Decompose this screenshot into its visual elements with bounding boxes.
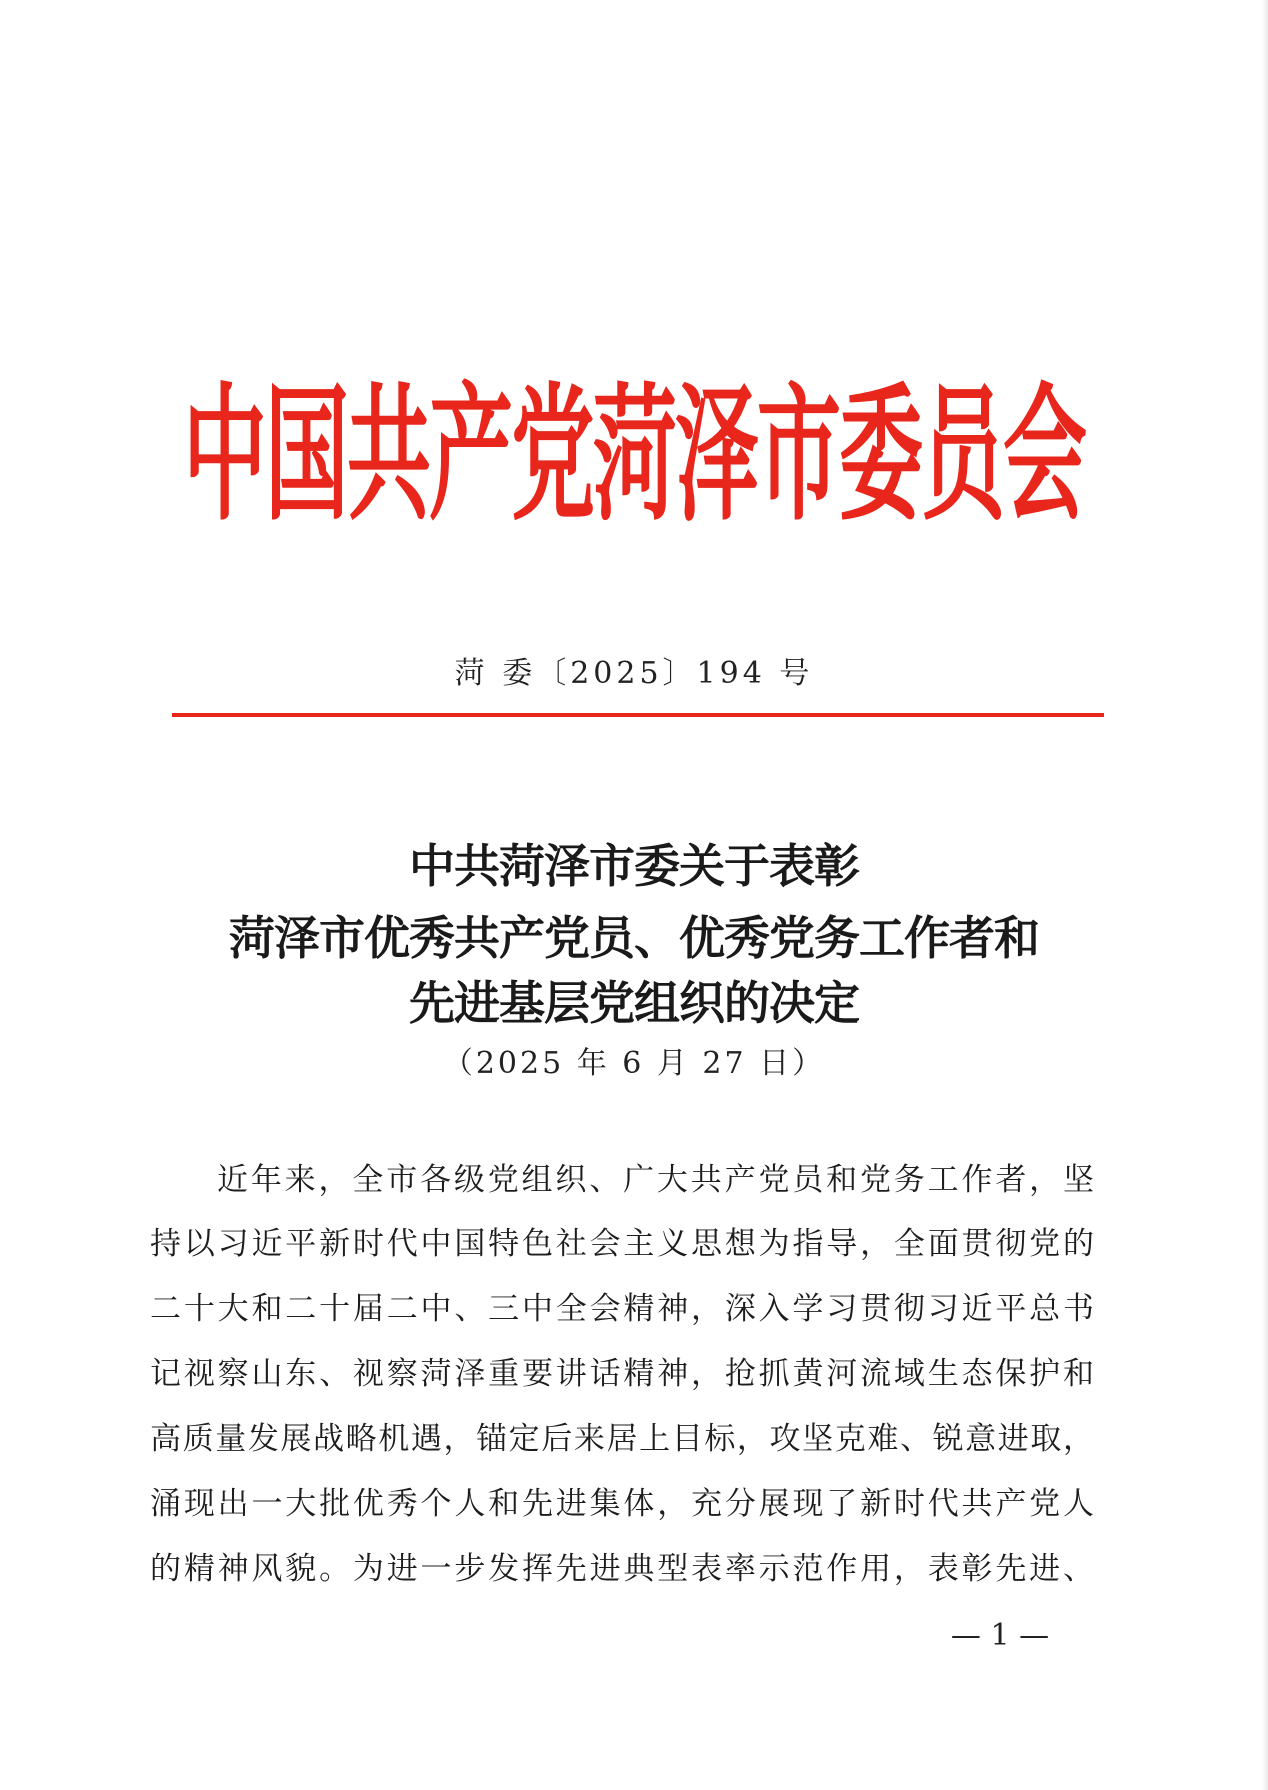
- masthead-red-header: [0, 369, 1268, 541]
- title-date: （2025 年 6 月 27 日）: [442, 1046, 826, 1081]
- body-line: 持以习近平新时代中国特色社会主义思想为指导，全面贯彻党的: [150, 1226, 1094, 1262]
- masthead-text: 中国共产党菏泽市委员会: [182, 369, 1085, 541]
- document-number: 菏 委〔2025〕194 号: [454, 656, 814, 691]
- body-line: 涌现出一大批优秀个人和先进集体，充分展现了新时代共产党人: [150, 1486, 1094, 1522]
- title-line-3: 先进基层党组织的决定: [409, 976, 859, 1030]
- body-line: 二十大和二十届二中、三中全会精神，深入学习贯彻习近平总书: [150, 1291, 1094, 1327]
- title-line-1: 中共菏泽市委关于表彰: [409, 839, 859, 893]
- title-line-2: 菏泽市优秀共产党员、优秀党务工作者和: [229, 911, 1039, 965]
- page-number: — 1 —: [950, 1618, 1050, 1653]
- red-divider-line: [172, 713, 1104, 717]
- body-line: 高质量发展战略机遇，锚定后来居上目标，攻坚克难、锐意进取，: [150, 1421, 1094, 1457]
- body-line: 的精神风貌。为进一步发挥先进典型表率示范作用，表彰先进、: [150, 1551, 1094, 1587]
- body-line: 记视察山东、视察菏泽重要讲话精神，抢抓黄河流域生态保护和: [150, 1356, 1094, 1392]
- body-line: 近年来，全市各级党组织、广大共产党员和党务工作者，坚: [217, 1162, 1094, 1198]
